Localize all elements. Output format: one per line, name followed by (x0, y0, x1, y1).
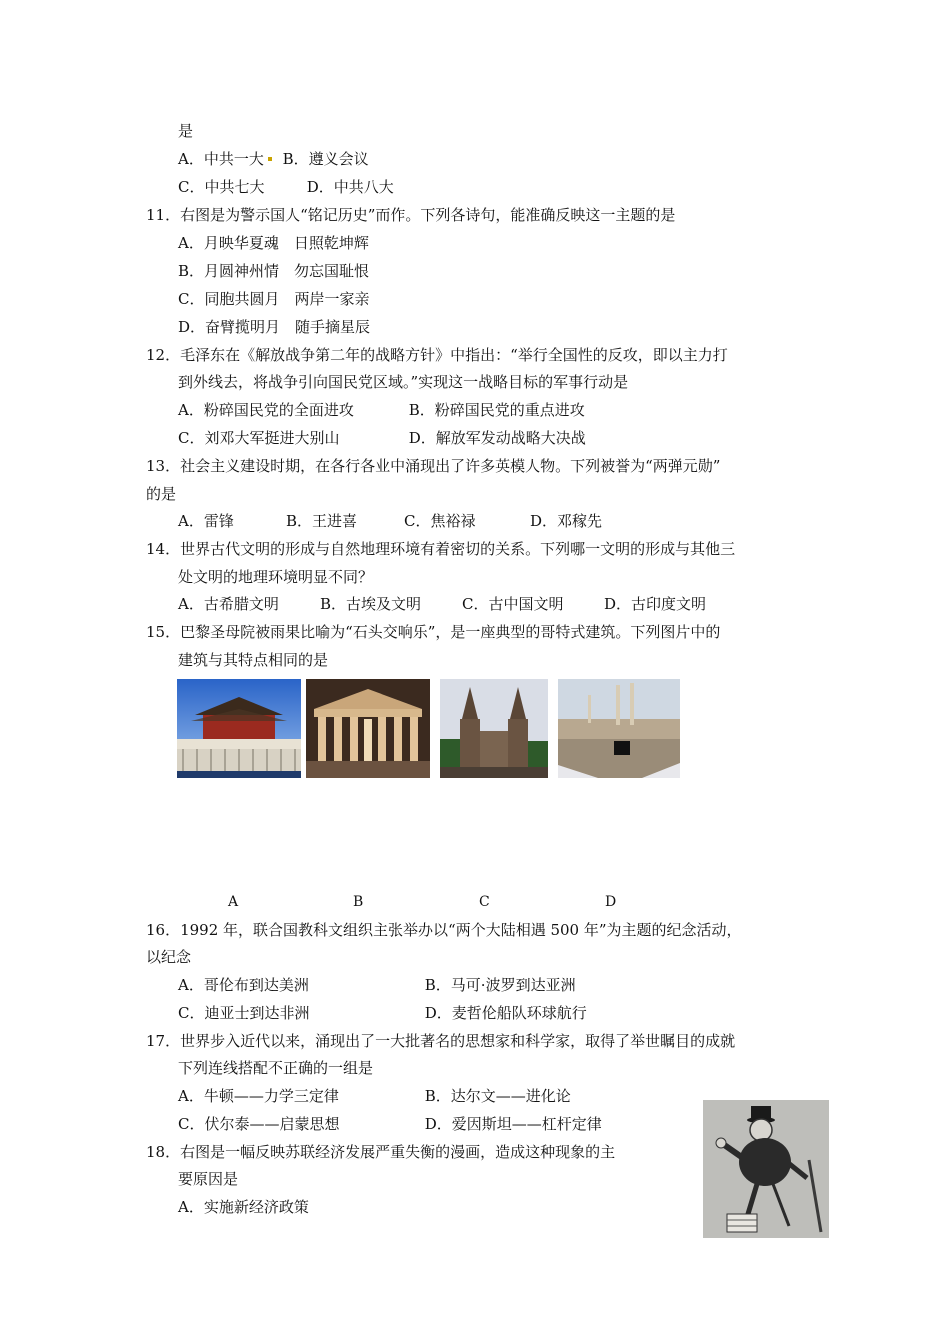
q11-stem: 11．右图是为警示国人“铭记历史”而作。下列各诗句，能准确反映这一主题的是 (146, 206, 676, 224)
image-caption-b: B (353, 894, 364, 910)
image-caption-a: A (228, 894, 239, 910)
q17-options-row2 (178, 1114, 602, 1134)
q14-option-a: A．古希腊文明 (178, 595, 279, 613)
q12-options-row1 (178, 400, 585, 420)
q10-option-a: A．中共一大 (178, 150, 264, 168)
q16-option-c: C．迪亚士到达非洲 (178, 1004, 310, 1022)
q14-options (178, 594, 706, 614)
q16-options-row2 (178, 1003, 587, 1023)
q12-options-row2 (178, 428, 586, 448)
image-caption-c: C (479, 894, 490, 910)
q16-option-a: A．哥伦布到达美洲 (178, 976, 309, 994)
q11-option-b: B．月圆神州情 勿忘国耻恨 (178, 262, 370, 280)
q17-option-a: A．牛顿——力学三定律 (178, 1087, 339, 1105)
q17-stem-line1: 17．世界步入近代以来，涌现出了一大批著名的思想家和科学家，取得了举世瞩目的成就 (146, 1032, 736, 1050)
q18-option-a: A．实施新经济政策 (178, 1198, 309, 1216)
q17-option-d: D．爱因斯坦——杠杆定律 (424, 1115, 602, 1133)
q17-option-b: B．达尔文——进化论 (424, 1087, 571, 1105)
q11-option-c: C．同胞共圆月 两岸一家亲 (178, 290, 370, 308)
q12-option-c: C．刘邓大军挺进大别山 (178, 429, 340, 447)
q14-option-c: C．古中国文明 (462, 595, 564, 613)
q18-stem-line1: 18．右图是一幅反映苏联经济发展严重失衡的漫画，造成这种现象的主 (146, 1143, 616, 1161)
q12-stem-line2: 到外线去，将战争引向国民党区域。”实现这一战略目标的军事行动是 (178, 373, 629, 391)
q14-stem-line2: 处文明的地理环境明显不同？ (178, 568, 374, 586)
q16-stem-line2: 以纪念 (146, 948, 192, 966)
q13-options (178, 511, 602, 531)
q16-stem-line1: 16．1992 年，联合国教科文组织主张举办以“两个大陆相遇 500 年”为主题的纪念活动， (146, 921, 742, 939)
mecca-mosque-photo (558, 679, 680, 778)
q13-option-d: D．邓稼先 (530, 512, 603, 530)
image-caption-d: D (605, 894, 617, 910)
pantheon-photo (306, 679, 430, 778)
q12-option-b: B．粉碎国民党的重点进攻 (408, 401, 585, 419)
q11-option-d: D．奋臂揽明月 随手摘星辰 (178, 318, 371, 336)
q13-option-a: A．雷锋 (178, 512, 234, 530)
q13-stem-line2: 的是 (146, 485, 177, 503)
q10-options-row2 (178, 177, 394, 197)
highlight-dot-icon (268, 157, 272, 161)
forbidden-city-photo (177, 679, 301, 778)
q18-stem-line2: 要原因是 (178, 1170, 239, 1188)
q10-option-b: B．遵义会议 (282, 150, 369, 168)
q14-option-b: B．古埃及文明 (320, 595, 422, 613)
q17-options-row1 (178, 1086, 571, 1106)
q11-option-a: A．月映华夏魂 日照乾坤辉 (178, 234, 369, 252)
q12-option-d: D．解放军发动战略大决战 (408, 429, 586, 447)
q10-option-d: D．中共八大 (306, 178, 394, 196)
q13-option-b: B．王进喜 (286, 512, 358, 530)
q14-option-d: D．古印度文明 (604, 595, 707, 613)
q15-stem-line2: 建筑与其特点相同的是 (178, 651, 329, 669)
q17-option-c: C．伏尔泰——启蒙思想 (178, 1115, 340, 1133)
q13-option-c: C．焦裕禄 (404, 512, 476, 530)
q15-stem-line1: 15．巴黎圣母院被雨果比喻为“石头交响乐”，是一座典型的哥特式建筑。下列图片中的 (146, 623, 721, 641)
q12-option-a: A．粉碎国民党的全面进攻 (178, 401, 354, 419)
gothic-cathedral-photo (440, 679, 548, 778)
q14-stem-line1: 14．世界古代文明的形成与自然地理环境有着密切的关系。下列哪一文明的形成与其他三 (146, 540, 736, 558)
q10-options-row1 (178, 149, 369, 169)
q16-option-d: D．麦哲伦船队环球航行 (424, 1004, 587, 1022)
q12-stem-line1: 12．毛泽东在《解放战争第二年的战略方针》中指出：“举行全国性的反攻，即以主力打 (146, 346, 728, 364)
q10-option-c: C．中共七大 (178, 178, 265, 196)
q17-stem-line2: 下列连线搭配不正确的一组是 (178, 1059, 374, 1077)
q10-stem-tail: 是 (178, 122, 194, 140)
q16-option-b: B．马可·波罗到达亚洲 (424, 976, 576, 994)
q16-options-row1 (178, 975, 576, 995)
soviet-economy-cartoon (703, 1100, 829, 1238)
q13-stem-line1: 13．社会主义建设时期，在各行各业中涌现出了许多英模人物。下列被誉为“两弹元勋” (146, 457, 721, 475)
